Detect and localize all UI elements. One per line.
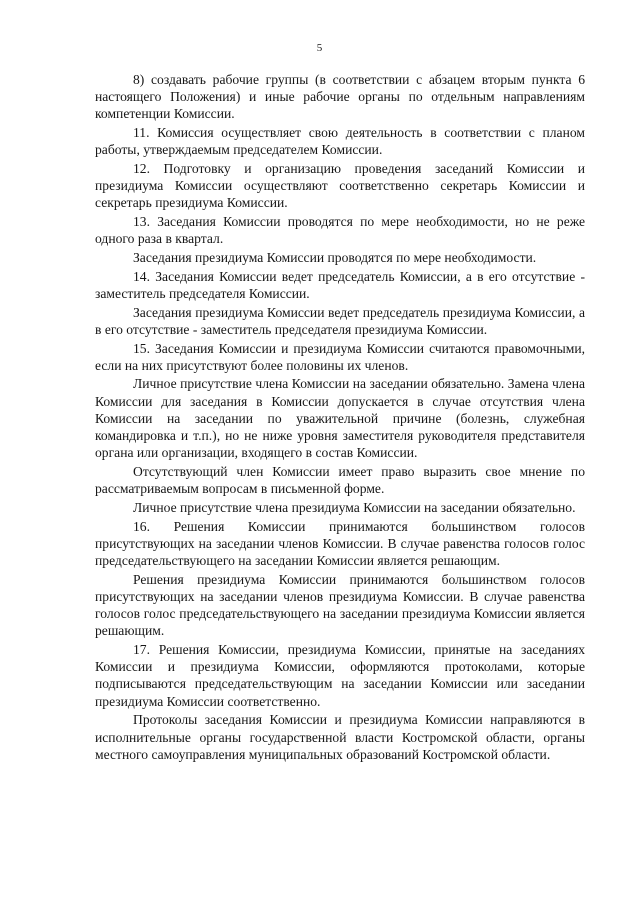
paragraph-member-attendance: Личное присутствие члена Комиссии на заседании обязательно. Замена члена Комиссии для заседания в Комиссии допускается в случае отсутствия члена Комиссии на заседании по уважительной причине (болезнь, служебная командировка и т.п.), но не ниже уровня заместителя руководителя представителя органа или организации, входящего в состав Комиссии. bbox=[95, 376, 585, 461]
paragraph-clause-12: 12. Подготовку и организацию проведения заседаний Комиссии и президиума Комиссии осуществляют соответственно секретарь Комиссии и секретарь президиума Комиссии. bbox=[95, 161, 585, 211]
paragraph-absent-member: Отсутствующий член Комиссии имеет право выразить свое мнение по рассматриваемым вопросам в письменной форме. bbox=[95, 463, 585, 497]
document-body bbox=[95, 71, 585, 764]
paragraph-protocols: Протоколы заседания Комиссии и президиума Комиссии направляются в исполнительные органы государственной власти Костромской области, органы местного самоуправления муниципальных образований Костромской области. bbox=[95, 712, 585, 762]
paragraph-clause-13: 13. Заседания Комиссии проводятся по мере необходимости, но не реже одного раза в квартал. bbox=[95, 214, 585, 247]
paragraph-item-8: 8) создавать рабочие группы (в соответствии с абзацем вторым пункта 6 настоящего Положения) и иные рабочие органы по отдельным направлениям компетенции Комиссии. bbox=[95, 72, 585, 122]
page-number: 5 bbox=[316, 42, 323, 54]
paragraph-presidium-meetings: Заседания президиума Комиссии проводятся по мере необходимости. bbox=[133, 250, 537, 266]
paragraph-clause-15: 15. Заседания Комиссии и президиума Комиссии считаются правомочными, если на них присутствуют более половины их членов. bbox=[95, 340, 585, 373]
paragraph-presidium-attendance: Личное присутствие члена президиума Комиссии на заседании обязательно. bbox=[133, 499, 576, 515]
paragraph-clause-16: 16. Решения Комиссии принимаются большинством голосов присутствующих на заседании членов Комиссии. В случае равенства голосов голос председательствующего на заседании Комиссии является решающим. bbox=[95, 518, 585, 568]
paragraph-presidium-chair: Заседания президиума Комиссии ведет председатель президиума Комиссии, а в его отсутствие - заместитель председателя президиума Комиссии. bbox=[95, 304, 585, 337]
paragraph-clause-17: 17. Решения Комиссии, президиума Комиссии, принятые на заседаниях Комиссии и президиума Комиссии, оформляются протоколами, которые подписываются председательствующим на заседании Комиссии или заседании президиума Комиссии соответственно. bbox=[95, 642, 585, 709]
paragraph-clause-11: 11. Комиссия осуществляет свою деятельность в соответствии с планом работы, утверждаемым председателем Комиссии. bbox=[95, 125, 585, 158]
paragraph-clause-14: 14. Заседания Комиссии ведет председатель Комиссии, а в его отсутствие - заместитель председателя Комиссии. bbox=[95, 268, 585, 301]
paragraph-presidium-decisions: Решения президиума Комиссии принимаются большинством голосов присутствующих на заседании членов президиума Комиссии. В случае равенства голосов голос председательствующего на заседании президиума Комиссии является решающим. bbox=[95, 571, 585, 639]
